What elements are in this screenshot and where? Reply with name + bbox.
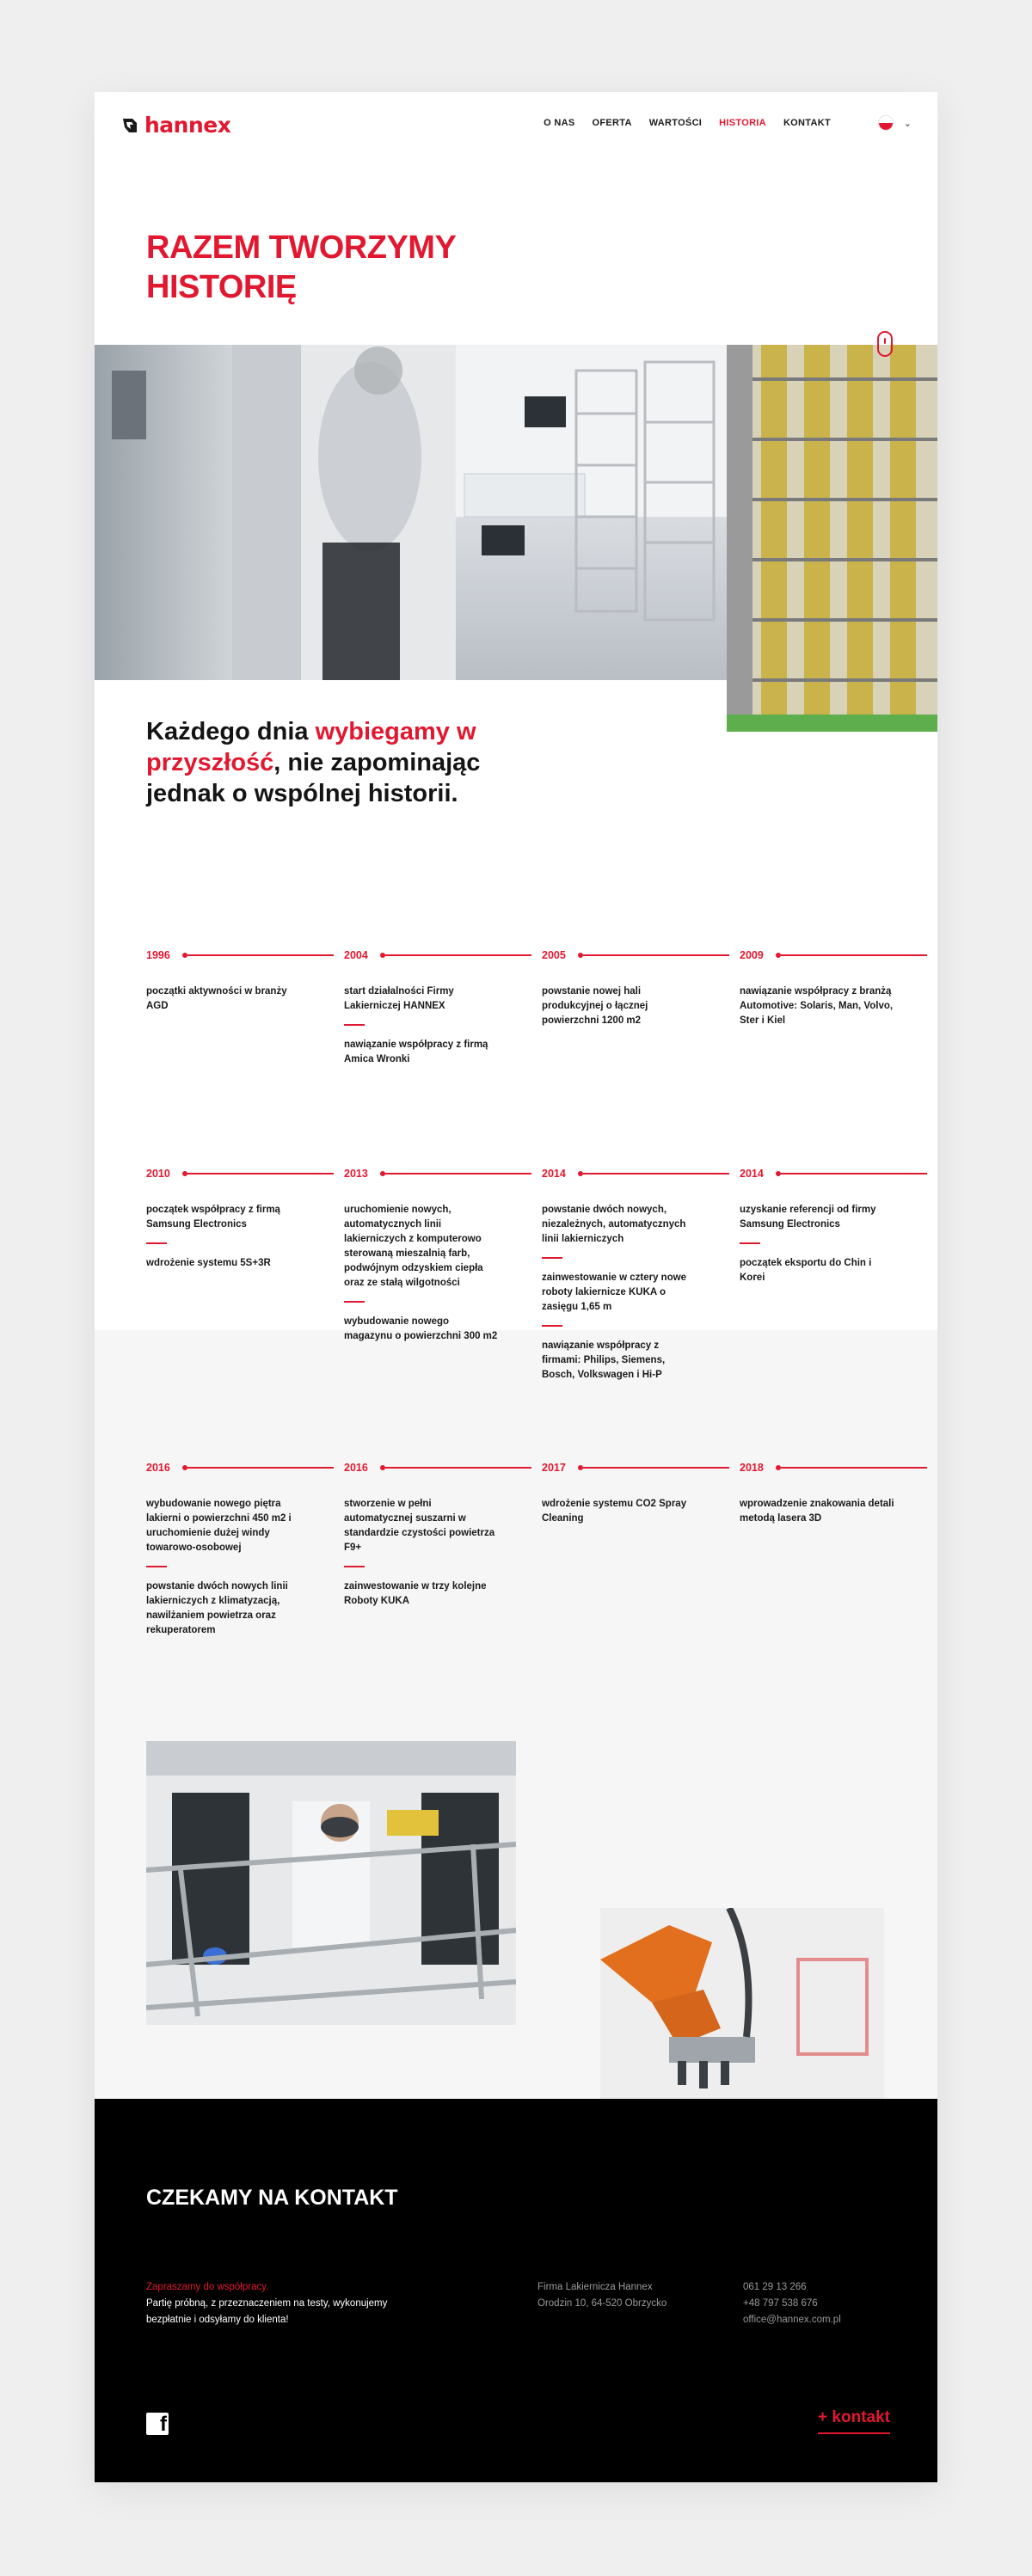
timeline-line [187, 1467, 334, 1469]
intro-text-end: , nie zapominając jednak o wspólnej historii. [146, 749, 481, 807]
language-switcher[interactable] [878, 115, 912, 131]
hero-photo-racks [727, 345, 937, 732]
timeline-year: 2009 [740, 949, 764, 961]
timeline-separator [146, 1242, 167, 1244]
timeline-items [344, 1497, 499, 1609]
timeline-items [344, 984, 499, 1067]
logo[interactable] [120, 113, 230, 138]
company-address: Orodzin 10, 64-520 Obrzycko [538, 2298, 667, 2309]
timeline-item: powstanie dwóch nowych linii lakierniczych z klimatyzacją, nawilżaniem powietrza oraz rekuperatorem [146, 1581, 288, 1635]
timeline-line [385, 1467, 531, 1469]
timeline-year: 2013 [344, 1168, 368, 1180]
timeline-line [781, 954, 927, 956]
timeline-item: uzyskanie referencji od firmy Samsung Electronics [740, 1205, 876, 1230]
chevron-down-icon: ⌄ [903, 118, 912, 129]
timeline-line [583, 1467, 729, 1469]
timeline-year: 1996 [146, 949, 170, 961]
timeline-entry [146, 948, 344, 1014]
timeline-year: 2010 [146, 1168, 170, 1180]
timeline-separator [542, 1325, 562, 1327]
timeline-items [542, 984, 697, 1028]
timeline-entry [740, 948, 937, 1028]
page-frame [95, 92, 937, 2482]
timeline-year: 2014 [740, 1168, 764, 1180]
timeline-year-line [542, 1461, 740, 1475]
timeline-separator [740, 1242, 760, 1244]
intro-statement [146, 716, 542, 809]
timeline-entry [344, 1461, 542, 1609]
timeline-item: nawiązanie współpracy z branżą Automotive: Solaris, Man, Volvo, Ster i Kiel [740, 986, 894, 1026]
contact-button[interactable]: + kontakt [818, 2408, 890, 2434]
site-header [95, 92, 937, 161]
scroll-mouse-icon[interactable] [877, 331, 893, 357]
nav-oferta[interactable]: OFERTA [592, 118, 632, 128]
timeline-items [146, 1203, 301, 1271]
page-title: RAZEM TWORZYMY HISTORIĘ [146, 230, 456, 305]
timeline-item: początek współpracy z firmą Samsung Electronics [146, 1205, 280, 1230]
hannex-logo-icon [120, 116, 139, 135]
photo-worker-mask [146, 1741, 516, 2025]
footer-invite-heading: Zapraszamy do współpracy. [146, 2282, 269, 2292]
site-footer [95, 2099, 937, 2482]
timeline-item: wprowadzenie znakowania detali metodą lasera 3D [740, 1499, 894, 1524]
timeline-item: start działalności Firmy Lakierniczej HANNEX [344, 986, 454, 1011]
timeline-entry [740, 1461, 937, 1526]
timeline-separator [344, 1024, 365, 1026]
timeline-year-line [146, 1461, 344, 1475]
email-link[interactable]: office@hannex.com.pl [743, 2315, 841, 2325]
timeline-item: początki aktywności w branży AGD [146, 986, 287, 1011]
timeline-item: wdrożenie systemu CO2 Spray Cleaning [542, 1499, 687, 1524]
timeline-year-line [146, 948, 344, 962]
timeline-line [583, 954, 729, 956]
logo-text: hannex [144, 113, 231, 138]
footer-address [538, 2279, 727, 2312]
footer-contacts [743, 2279, 915, 2328]
timeline-line [781, 1467, 927, 1469]
timeline-line [385, 1173, 531, 1175]
timeline-year: 2018 [740, 1462, 764, 1474]
timeline-item: zainwestowanie w cztery nowe roboty lakiernicze KUKA o zasięgu 1,65 m [542, 1273, 687, 1312]
company-name: Firma Lakiernicza Hannex [538, 2282, 653, 2292]
timeline-items [542, 1203, 697, 1383]
timeline-items [146, 1497, 301, 1638]
timeline-entry [542, 948, 740, 1028]
timeline-year: 2016 [146, 1462, 170, 1474]
nav-kontakt[interactable]: KONTAKT [783, 118, 831, 128]
timeline-item: wybudowanie nowego piętra lakierni o powierzchni 450 m2 i uruchomienie dużej windy towarowo-osobowej [146, 1499, 292, 1553]
timeline-year-line [542, 1167, 740, 1181]
timeline-item: powstanie nowej hali produkcyjnej o łącznej powierzchni 1200 m2 [542, 986, 648, 1026]
timeline-year: 2017 [542, 1462, 566, 1474]
timeline-entry [344, 948, 542, 1067]
nav-o-nas[interactable]: O NAS [544, 118, 575, 128]
timeline-separator [344, 1566, 365, 1567]
timeline-item: nawiązanie współpracy z firmami: Philips, Siemens, Bosch, Volkswagen i Hi-P [542, 1340, 666, 1380]
nav-wartosci[interactable]: WARTOŚCI [648, 118, 703, 128]
timeline-entry [542, 1461, 740, 1526]
timeline-line [781, 1173, 927, 1175]
timeline-separator [146, 1566, 167, 1567]
timeline-year-line [740, 1167, 937, 1181]
timeline-item: wybudowanie nowego magazynu o powierzchni 300 m2 [344, 1316, 498, 1341]
footer-invite [146, 2279, 413, 2328]
timeline-year-line [344, 1461, 542, 1475]
nav-historia[interactable]: HISTORIA [719, 118, 766, 128]
timeline-item: stworzenie w pełni automatycznej suszarni w standardzie czystości powietrza F9+ [344, 1499, 495, 1553]
timeline-year-line [740, 1461, 937, 1475]
timeline-items [740, 1497, 894, 1526]
timeline-year-line [740, 948, 937, 962]
phone-1[interactable]: 061 29 13 266 [743, 2282, 807, 2292]
timeline-year-line [344, 1167, 542, 1181]
timeline-year-line [146, 1167, 344, 1181]
timeline-separator [344, 1301, 365, 1303]
timeline-entry [146, 1167, 344, 1271]
timeline-line [187, 1173, 334, 1175]
timeline-item: początek eksportu do Chin i Korei [740, 1258, 872, 1283]
footer-title: CZEKAMY NA KONTAKT [146, 2186, 398, 2210]
timeline-year-line [542, 948, 740, 962]
intro-highlight: wybiegamy w przyszłość [146, 718, 476, 776]
timeline-entry [344, 1167, 542, 1344]
timeline-item: nawiązanie współpracy z firmą Amica Wronki [344, 1040, 488, 1064]
timeline-item: uruchomienie nowych, automatycznych linii lakierniczych z komputerowo sterowaną mieszalnią farb, podwójnym odzyskiem ciepła oraz ze stałą wilgotności [344, 1205, 483, 1288]
timeline-line [583, 1173, 729, 1175]
timeline-year: 2014 [542, 1168, 566, 1180]
timeline-item: zainwestowanie w trzy kolejne Roboty KUKA [344, 1581, 487, 1606]
footer-invite-text: Partię próbną, z przeznaczeniem na testy, wykonujemy bezpłatnie i odsyłamy do klienta! [146, 2298, 388, 2325]
timeline-entry [740, 1167, 937, 1285]
timeline-items [740, 984, 894, 1028]
timeline-year: 2005 [542, 949, 566, 961]
timeline-year: 2016 [344, 1462, 368, 1474]
phone-2[interactable]: +48 797 538 676 [743, 2298, 818, 2309]
timeline-items [740, 1203, 894, 1285]
timeline-line [187, 954, 334, 956]
timeline-items [146, 984, 301, 1014]
photo-kuka-robot [600, 1908, 884, 2119]
poland-flag-icon [878, 115, 894, 131]
facebook-icon[interactable]: f [146, 2413, 169, 2435]
timeline-items [542, 1497, 697, 1526]
intro-text: Każdego dnia [146, 718, 316, 745]
main-nav [544, 118, 831, 128]
timeline-item: wdrożenie systemu 5S+3R [146, 1258, 271, 1268]
timeline-year-line [344, 948, 542, 962]
timeline-line [385, 954, 531, 956]
timeline-item: powstanie dwóch nowych, niezależnych, automatycznych linii lakierniczych [542, 1205, 686, 1244]
timeline-year: 2004 [344, 949, 368, 961]
timeline-entry [542, 1167, 740, 1383]
timeline-separator [542, 1257, 562, 1259]
timeline-items [344, 1203, 499, 1344]
timeline-entry [146, 1461, 344, 1638]
